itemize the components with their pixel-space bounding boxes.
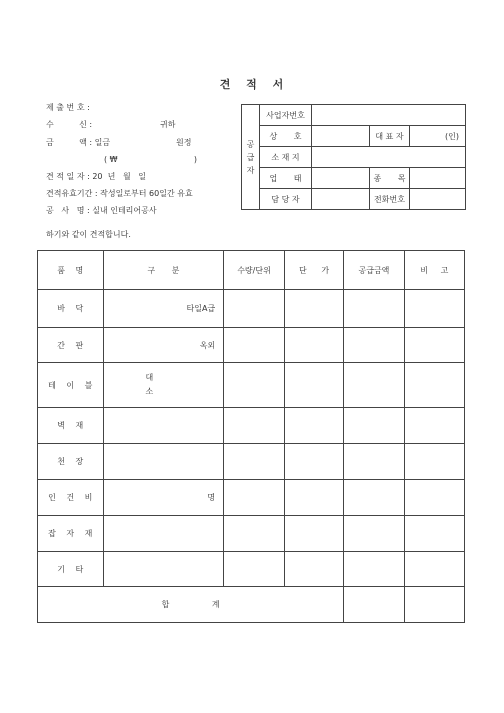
row-supply-amount[interactable] [344, 328, 404, 363]
amount-won: ( ₩ ) [104, 155, 197, 164]
estimate-note: 하기와 같이 견적합니다. [46, 230, 131, 239]
row-category[interactable]: 옥외 [103, 328, 224, 363]
row-unit-price[interactable] [284, 480, 343, 516]
row-item-name: 잡 자 재 [38, 516, 104, 552]
table-row [38, 290, 465, 328]
manager-value[interactable] [312, 189, 370, 210]
row-supply-amount[interactable] [344, 408, 404, 444]
table-header-row [38, 251, 465, 290]
table-row [38, 328, 465, 363]
row-unit-price[interactable] [284, 444, 343, 480]
row-item-name: 간 판 [38, 328, 104, 363]
table-row [38, 444, 465, 480]
row-quantity[interactable] [224, 363, 285, 408]
row-item-name: 테 이 블 [38, 363, 104, 408]
submit-no-label: 제 출 번 호 : [46, 103, 90, 112]
row-supply-amount[interactable] [344, 444, 404, 480]
row-category[interactable] [103, 516, 224, 552]
header-remarks: 비 고 [404, 251, 464, 290]
row-supply-amount[interactable] [344, 552, 404, 587]
row-remarks[interactable] [404, 516, 464, 552]
row-remarks[interactable] [404, 444, 464, 480]
row-supply-amount[interactable] [344, 363, 404, 408]
amount-label: 금 액 : 일금 [46, 138, 111, 147]
row-category[interactable]: 대 소 [103, 363, 224, 408]
manager-label: 담 당 자 [260, 189, 312, 210]
supplier-side-header: 공 급 자 [242, 105, 260, 210]
recipient-suffix: 귀하 [160, 120, 176, 129]
row-unit-price[interactable] [284, 552, 343, 587]
row-remarks[interactable] [404, 290, 464, 328]
row-remarks[interactable] [404, 552, 464, 587]
company-value[interactable] [312, 126, 370, 147]
biz-no-value[interactable] [312, 105, 466, 126]
row-remarks[interactable] [404, 328, 464, 363]
row-quantity[interactable] [224, 408, 285, 444]
row-unit-price[interactable] [284, 328, 343, 363]
row-unit-price[interactable] [284, 516, 343, 552]
row-quantity[interactable] [224, 480, 285, 516]
row-quantity[interactable] [224, 328, 285, 363]
row-item-name: 기 타 [38, 552, 104, 587]
biz-no-label: 사업자번호 [260, 105, 312, 126]
row-item-name: 인 건 비 [38, 480, 104, 516]
row-item-name: 바 닥 [38, 290, 104, 328]
row-supply-amount[interactable] [344, 516, 404, 552]
row-quantity[interactable] [224, 444, 285, 480]
ceo-seal[interactable]: (인) [410, 126, 466, 147]
total-remarks[interactable] [404, 587, 464, 623]
row-item-name: 벽 재 [38, 408, 104, 444]
row-unit-price[interactable] [284, 363, 343, 408]
date-label: 견 적 일 자 : 20 년 월 일 [46, 172, 147, 181]
document-title: 견 적 서 [219, 78, 285, 91]
row-remarks[interactable] [404, 408, 464, 444]
phone-value[interactable] [410, 189, 466, 210]
header-item-name: 품 명 [38, 251, 104, 290]
category-label: 종 목 [370, 168, 410, 189]
row-item-name: 천 장 [38, 444, 104, 480]
row-quantity[interactable] [224, 516, 285, 552]
row-category[interactable] [103, 552, 224, 587]
row-category[interactable]: 명 [103, 480, 224, 516]
row-quantity[interactable] [224, 552, 285, 587]
category-value[interactable] [410, 168, 466, 189]
estimate-table [37, 250, 465, 623]
validity-label: 견적유효기간 : 작성일로부터 60일간 유효 [46, 189, 193, 198]
row-unit-price[interactable] [284, 408, 343, 444]
row-quantity[interactable] [224, 290, 285, 328]
row-category[interactable] [103, 444, 224, 480]
amount-unit: 원정 [176, 138, 192, 147]
header-quantity: 수량/단위 [224, 251, 285, 290]
recipient-label: 수 신 : [46, 120, 93, 129]
company-label: 상 호 [260, 126, 312, 147]
header-unit-price: 단 가 [284, 251, 343, 290]
header-category: 구 분 [103, 251, 224, 290]
business-value[interactable] [312, 168, 370, 189]
header-supply-amount: 공급금액 [344, 251, 404, 290]
ceo-label: 대 표 자 [370, 126, 410, 147]
total-amount[interactable] [344, 587, 404, 623]
row-supply-amount[interactable] [344, 480, 404, 516]
row-category[interactable] [103, 408, 224, 444]
address-label: 소 재 지 [260, 147, 312, 168]
project-label: 공 사 명 : 실내 인테리어공사 [46, 206, 157, 215]
total-label: 합 계 [38, 587, 344, 623]
address-value[interactable] [312, 147, 466, 168]
phone-label: 전화번호 [370, 189, 410, 210]
table-row [38, 552, 465, 587]
supplier-table [241, 104, 466, 210]
business-label: 업 태 [260, 168, 312, 189]
total-row [38, 587, 465, 623]
table-row [38, 363, 465, 408]
row-remarks[interactable] [404, 363, 464, 408]
table-row [38, 516, 465, 552]
row-unit-price[interactable] [284, 290, 343, 328]
row-category[interactable]: 타일A급 [103, 290, 224, 328]
table-row [38, 480, 465, 516]
table-row [38, 408, 465, 444]
row-supply-amount[interactable] [344, 290, 404, 328]
row-remarks[interactable] [404, 480, 464, 516]
